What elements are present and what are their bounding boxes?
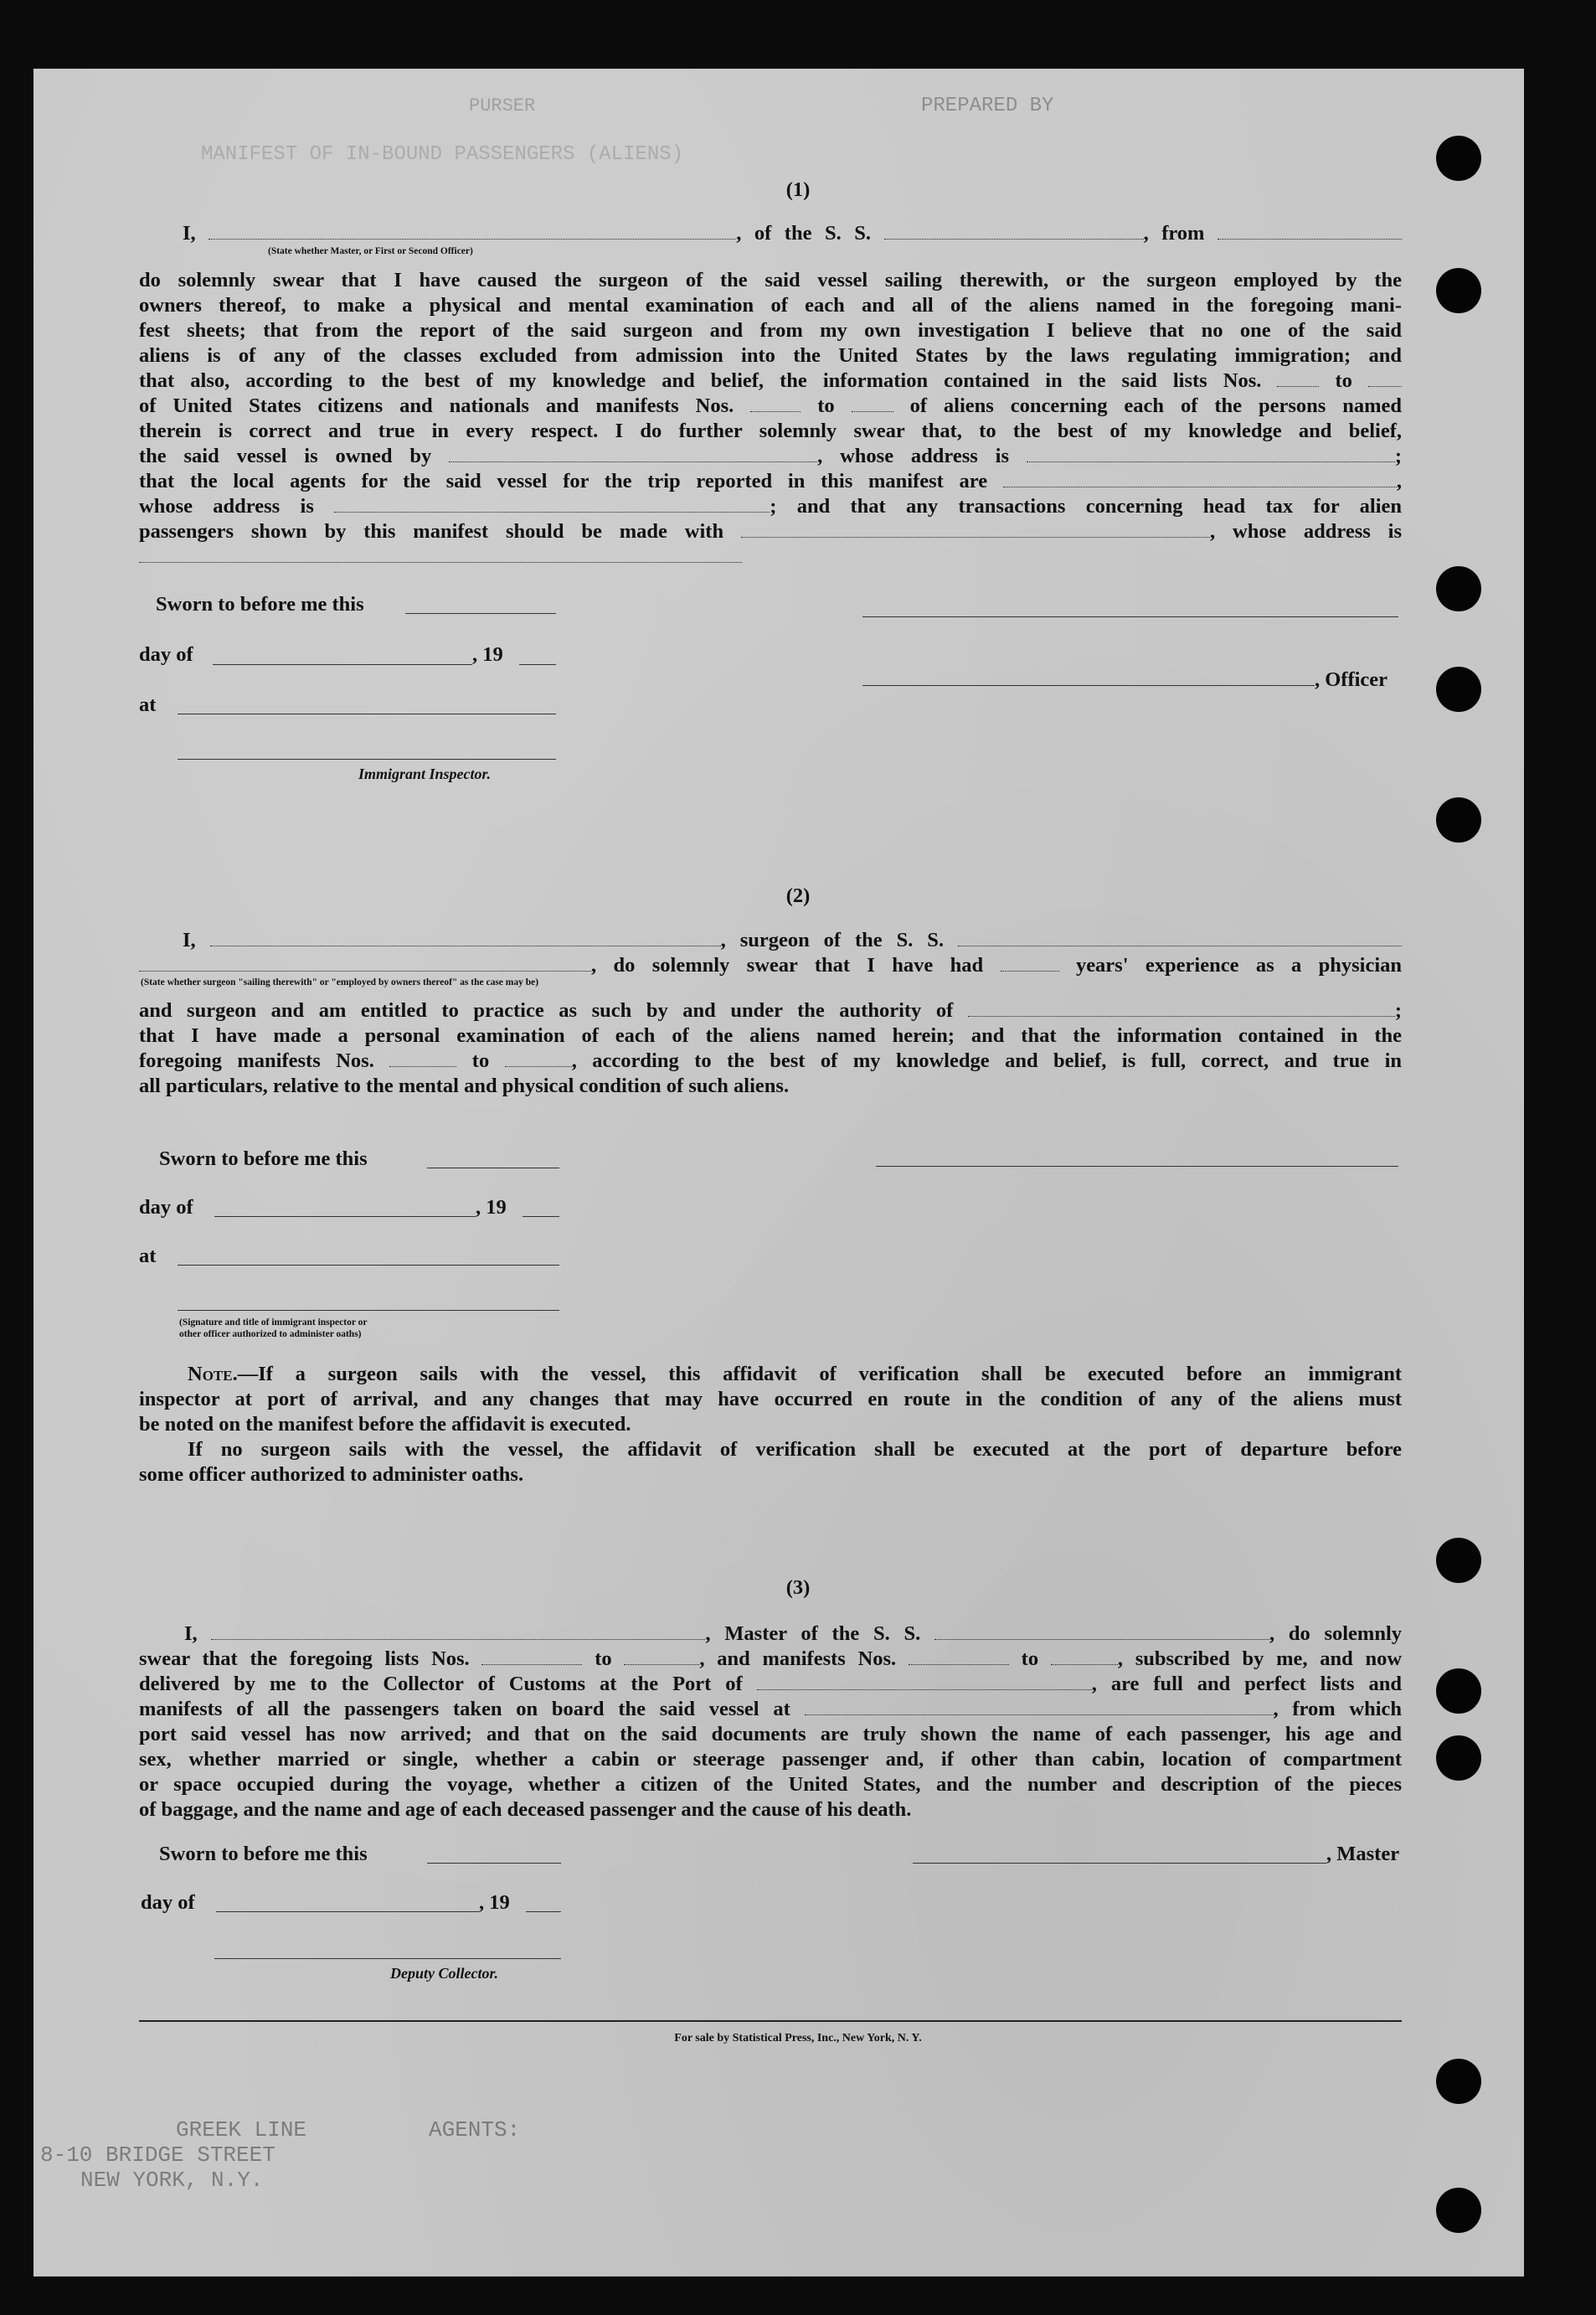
s3-l8: of baggage, and the name and age of each deceased passenger and the cause of his death. bbox=[139, 1798, 912, 1821]
binder-hole-3 bbox=[1436, 566, 1481, 611]
s3-l2-e: , subscribed by me, and now bbox=[1117, 1647, 1403, 1670]
s1-state-note: (State whether Master, or First or Second Officer) bbox=[268, 246, 473, 256]
s2-do-swear-label: , do solemnly swear that I have had bbox=[591, 954, 984, 977]
s2-manifests-from-field[interactable] bbox=[389, 1053, 456, 1067]
s3-l3-b: , are full and perfect lists and bbox=[1091, 1673, 1402, 1695]
s1-local-agents-field[interactable] bbox=[1003, 473, 1397, 487]
binder-hole-4 bbox=[1436, 667, 1481, 712]
section-2-body: and surgeon and am entitled to practice as such by and under the authority of ; that I have made a personal examination of each of the aliens named herein; and that the information contained in the foregoing manifests Nos. to , according to the best of my knowledge and belief, is full, correct, and true in all particulars, relative to the mental and physical condition of such aliens. bbox=[139, 999, 1403, 1097]
s1-local-agents-label: that the local agents for the said vessel for the trip reported in this manifest are bbox=[139, 470, 988, 492]
s1-owner-address-field[interactable] bbox=[1027, 448, 1395, 462]
s2-authority-label: and surgeon and am entitled to practice as such by and under the authority of bbox=[139, 999, 954, 1022]
s3-master-label: , Master bbox=[1326, 1843, 1400, 1865]
s2-all-particulars: all particulars, relative to the mental and physical condition of such aliens. bbox=[139, 1075, 790, 1097]
s1-passengers-shown-label: passengers shown by this manifest should be made with bbox=[139, 520, 724, 543]
s1-day-of-line[interactable] bbox=[213, 664, 472, 665]
s1-at-label: at bbox=[139, 693, 157, 716]
binder-hole-2 bbox=[1436, 268, 1481, 313]
s2-day-of-line[interactable] bbox=[214, 1216, 476, 1217]
s3-l4-b: , from which bbox=[1273, 1698, 1403, 1720]
agents-stamp-line2: 8-10 BRIDGE STREET bbox=[40, 2142, 275, 2168]
s3-year-line[interactable] bbox=[526, 1911, 561, 1912]
section-2-header bbox=[139, 928, 1402, 978]
s1-officer-name-line[interactable] bbox=[862, 685, 1315, 686]
s3-nineteen-label: , 19 bbox=[479, 1891, 510, 1914]
s3-departure-port-field[interactable] bbox=[805, 1701, 1274, 1715]
s1-year-line[interactable] bbox=[519, 664, 556, 665]
s1-from-label: , from bbox=[1143, 222, 1205, 245]
s2-years-field[interactable] bbox=[1001, 957, 1059, 972]
s3-l5: port said vessel has now arrived; and that on the said documents are truly shown the name of each passenger, his age and bbox=[139, 1723, 1402, 1745]
s1-manifests-to-field[interactable] bbox=[852, 398, 893, 412]
binder-hole-8 bbox=[1436, 1735, 1481, 1781]
agents-stamp-label: AGENTS: bbox=[429, 2117, 521, 2142]
header-stamp-purser: PURSER bbox=[469, 95, 536, 116]
section-3-number: (3) bbox=[785, 1576, 811, 1599]
binder-hole-1 bbox=[1436, 136, 1481, 181]
s3-lists-to-field[interactable] bbox=[624, 1651, 699, 1665]
s2-sig-note-1: (Signature and title of immigrant inspector or bbox=[179, 1317, 368, 1328]
s1-us-citizens-a: of United States citizens and nationals and manifests Nos. bbox=[139, 394, 734, 417]
s2-year-line[interactable] bbox=[523, 1216, 559, 1217]
s2-i-label: I, bbox=[183, 929, 196, 951]
s1-from-port-field[interactable] bbox=[1218, 225, 1402, 240]
s1-line-5: that also, according to the best of my knowledge and belief, the information contained in the said lists Nos. bbox=[139, 369, 1262, 392]
s3-master-name-field[interactable] bbox=[211, 1626, 705, 1640]
s1-immigrant-inspector-label: Immigrant Inspector. bbox=[358, 766, 492, 782]
s3-l4-a: manifests of all the passengers taken on board the said vessel at bbox=[139, 1698, 790, 1720]
s2-day-of-label: day of bbox=[139, 1196, 193, 1219]
header-stamp-title: MANIFEST OF IN-BOUND PASSENGERS (ALIENS) bbox=[201, 143, 684, 166]
section-2-number: (2) bbox=[785, 884, 811, 907]
s1-head-tax-contact-field[interactable] bbox=[741, 523, 1210, 538]
s3-sworn-label: Sworn to before me this bbox=[159, 1843, 368, 1865]
note-p1-l2: inspector at port of arrival, and any changes that may have occurred en route in the condition of any of the aliens must bbox=[139, 1388, 1402, 1410]
s1-us-citizens-c: of aliens concerning each of the persons named bbox=[909, 394, 1403, 417]
s2-authority-field[interactable] bbox=[968, 1003, 1395, 1017]
s3-l2-a: swear that the foregoing lists Nos. bbox=[139, 1647, 470, 1670]
s1-whose-address-is-label: whose address is bbox=[139, 495, 314, 518]
s1-nineteen-label: , 19 bbox=[472, 643, 503, 666]
s1-head-tax-label: ; and that any transactions concerning head tax for alien bbox=[770, 495, 1403, 518]
s3-deputy-signature-line[interactable] bbox=[214, 1958, 561, 1959]
s3-deputy-collector-label: Deputy Collector. bbox=[390, 1965, 498, 1982]
section-1-oath-header bbox=[139, 221, 1402, 246]
s1-owned-by-label: the said vessel is owned by bbox=[139, 445, 432, 467]
s1-sworn-label: Sworn to before me this bbox=[156, 593, 364, 616]
s2-foregoing-b: to bbox=[471, 1049, 490, 1072]
s1-lists-to-field[interactable] bbox=[1368, 373, 1402, 387]
s1-us-citizens-b: to bbox=[817, 394, 835, 417]
s3-manifests-to-field[interactable] bbox=[1051, 1651, 1118, 1665]
s3-i-label: I, bbox=[184, 1622, 198, 1645]
footer-publisher: For sale by Statistical Press, Inc., New York, N. Y. bbox=[674, 2032, 922, 2044]
s2-years-exp-label: years' experience as a physician bbox=[1075, 954, 1403, 977]
s1-line-3: fest sheets; that from the report of the said surgeon and from my own investigation I believe that no one of the said bbox=[139, 319, 1402, 342]
s2-exam-line: that I have made a personal examination of each of the aliens named herein; and that the information contained in the bbox=[139, 1024, 1402, 1047]
s1-to-label: to bbox=[1335, 369, 1352, 392]
s1-agents-address-field[interactable] bbox=[334, 498, 770, 513]
binder-hole-7 bbox=[1436, 1668, 1481, 1714]
s2-foregoing-c: , according to the best of my knowledge and belief, is full, correct, and true in bbox=[571, 1049, 1403, 1072]
s3-l2-d: to bbox=[1021, 1647, 1039, 1670]
s2-manifests-to-field[interactable] bbox=[505, 1053, 572, 1067]
s1-head-tax-address-field[interactable] bbox=[139, 549, 742, 563]
agents-stamp-line1: GREEK LINE bbox=[176, 2117, 307, 2142]
s1-officer-label: , Officer bbox=[1315, 668, 1388, 691]
s1-sworn-day-line[interactable] bbox=[405, 613, 556, 614]
s1-line-1: do solemnly swear that I have caused the surgeon of the said vessel sailing therewith, or the surgeon employed by the bbox=[139, 269, 1402, 291]
s3-day-of-label: day of bbox=[141, 1891, 195, 1914]
s3-do-solemnly-label: , do solemnly bbox=[1269, 1622, 1403, 1645]
s3-manifests-from-field[interactable] bbox=[909, 1651, 1009, 1665]
s1-owner-field[interactable] bbox=[449, 448, 817, 462]
s2-at-label: at bbox=[139, 1245, 157, 1267]
s3-master-of-label: , Master of the S. S. bbox=[705, 1622, 921, 1645]
s2-nineteen-label: , 19 bbox=[476, 1196, 507, 1219]
s2-at-line[interactable] bbox=[178, 1265, 559, 1266]
s3-sworn-day-line[interactable] bbox=[427, 1863, 561, 1864]
section-1-body: do solemnly swear that I have caused the surgeon of the said vessel sailing therewith, or the surgeon employed by the owners thereof, to make a physical and mental examination of each and all of the aliens named in the foregoing mani- fest sheets; that from the report of the said surgeon and from my own investigation I believe that no one of the said aliens is of any of the classes excluded from admission into the United States by the laws regulating immigration; and that also, according to the best of my knowledge and belief, the information contained in the said lists Nos. to of United States citizens and nationals and manifests Nos. to of aliens concerning each of the persons named therein is correct and true in every respect. I do further solemnly swear that, to the best of my knowledge and belief, the said vessel is owned by , whose address is ; that the local agents for the said vessel for the trip reported in this manifest are , whose address is ; and that any transactions concerning head tax for alien passengers shown by this manifest should be made with , whose address is bbox=[139, 268, 1402, 570]
note-p2-l2: some officer authorized to administer oaths. bbox=[139, 1463, 524, 1486]
s3-l3-a: delivered by me to the Collector of Customs at the Port of bbox=[139, 1673, 743, 1695]
binder-hole-10 bbox=[1436, 2188, 1481, 2233]
note-label: Note. bbox=[188, 1363, 238, 1385]
s3-day-of-line[interactable] bbox=[216, 1911, 479, 1912]
agents-stamp-line3: NEW YORK, N.Y. bbox=[80, 2168, 264, 2193]
s2-sworn-label: Sworn to before me this bbox=[159, 1147, 368, 1170]
s2-state-note: (State whether surgeon "sailing therewith" or "employed by owners thereof" as the case may be) bbox=[141, 977, 539, 987]
s1-officer-signature-line[interactable] bbox=[862, 616, 1398, 617]
note-p1-l1: —If a surgeon sails with the vessel, this affidavit of verification shall be executed before an immigrant bbox=[237, 1363, 1402, 1385]
s1-lists-from-field[interactable] bbox=[1277, 373, 1319, 387]
s1-i-label: I, bbox=[183, 222, 196, 245]
s3-master-signature-line[interactable] bbox=[913, 1863, 1326, 1864]
s2-surgeon-status-field[interactable] bbox=[139, 957, 591, 972]
s2-foregoing-a: foregoing manifests Nos. bbox=[139, 1049, 374, 1072]
s3-l6: sex, whether married or single, whether a cabin or steerage passenger and, if other than cabin, location of compartment bbox=[139, 1748, 1402, 1771]
s1-line-correct: therein is correct and true in every respect. I do further solemnly swear that, to the best of my knowledge and belief, bbox=[139, 420, 1402, 442]
section-1-number: (1) bbox=[785, 178, 811, 201]
s1-inspector-signature-line[interactable] bbox=[178, 759, 556, 760]
s1-line-4: aliens is of any of the classes excluded from admission into the United States by the laws regulating immigration; and bbox=[139, 344, 1402, 367]
section-3-body bbox=[139, 1622, 1402, 1823]
s1-of-ss-label: , of the S. S. bbox=[736, 222, 872, 245]
s1-manifests-from-field[interactable] bbox=[750, 398, 801, 412]
s3-l7: or space occupied during the voyage, whether a citizen of the United States, and the number and description of the pieces bbox=[139, 1773, 1402, 1796]
note-p2-l1: If no surgeon sails with the vessel, the affidavit of verification shall be executed at the port of departure before bbox=[188, 1438, 1402, 1461]
s2-officer-signature-line[interactable] bbox=[178, 1310, 559, 1311]
s1-whose-address-end-label: , whose address is bbox=[1210, 520, 1403, 543]
note-p1-l3: be noted on the manifest before the affidavit is executed. bbox=[139, 1413, 631, 1436]
s3-lists-from-field[interactable] bbox=[481, 1651, 582, 1665]
s2-ship-name-field[interactable] bbox=[958, 932, 1402, 946]
s1-whose-address-label: , whose address is bbox=[817, 445, 1009, 467]
s1-day-of-label: day of bbox=[139, 643, 193, 666]
s1-line-2: owners thereof, to make a physical and mental examination of each and all of the aliens named in the foregoing mani- bbox=[139, 294, 1402, 317]
binder-hole-5 bbox=[1436, 797, 1481, 843]
s2-sig-note-2: other officer authorized to administer oaths) bbox=[179, 1329, 362, 1339]
s3-l2-b: to bbox=[595, 1647, 612, 1670]
s1-officer-name-field[interactable] bbox=[209, 225, 736, 240]
binder-hole-9 bbox=[1436, 2059, 1481, 2104]
header-stamp-prepared: PREPARED BY bbox=[921, 95, 1054, 117]
s3-ship-name-field[interactable] bbox=[934, 1626, 1269, 1640]
s3-port-field[interactable] bbox=[757, 1676, 1092, 1690]
s3-l2-c: , and manifests Nos. bbox=[699, 1647, 897, 1670]
footer-rule bbox=[139, 2020, 1402, 2022]
s2-surgeon-signature-line[interactable] bbox=[876, 1166, 1398, 1167]
note-block bbox=[139, 1362, 1402, 1487]
s2-surgeon-name-field[interactable] bbox=[210, 932, 721, 946]
s2-surgeon-of-label: , surgeon of the S. S. bbox=[720, 929, 945, 951]
s1-ship-name-field[interactable] bbox=[884, 225, 1144, 240]
